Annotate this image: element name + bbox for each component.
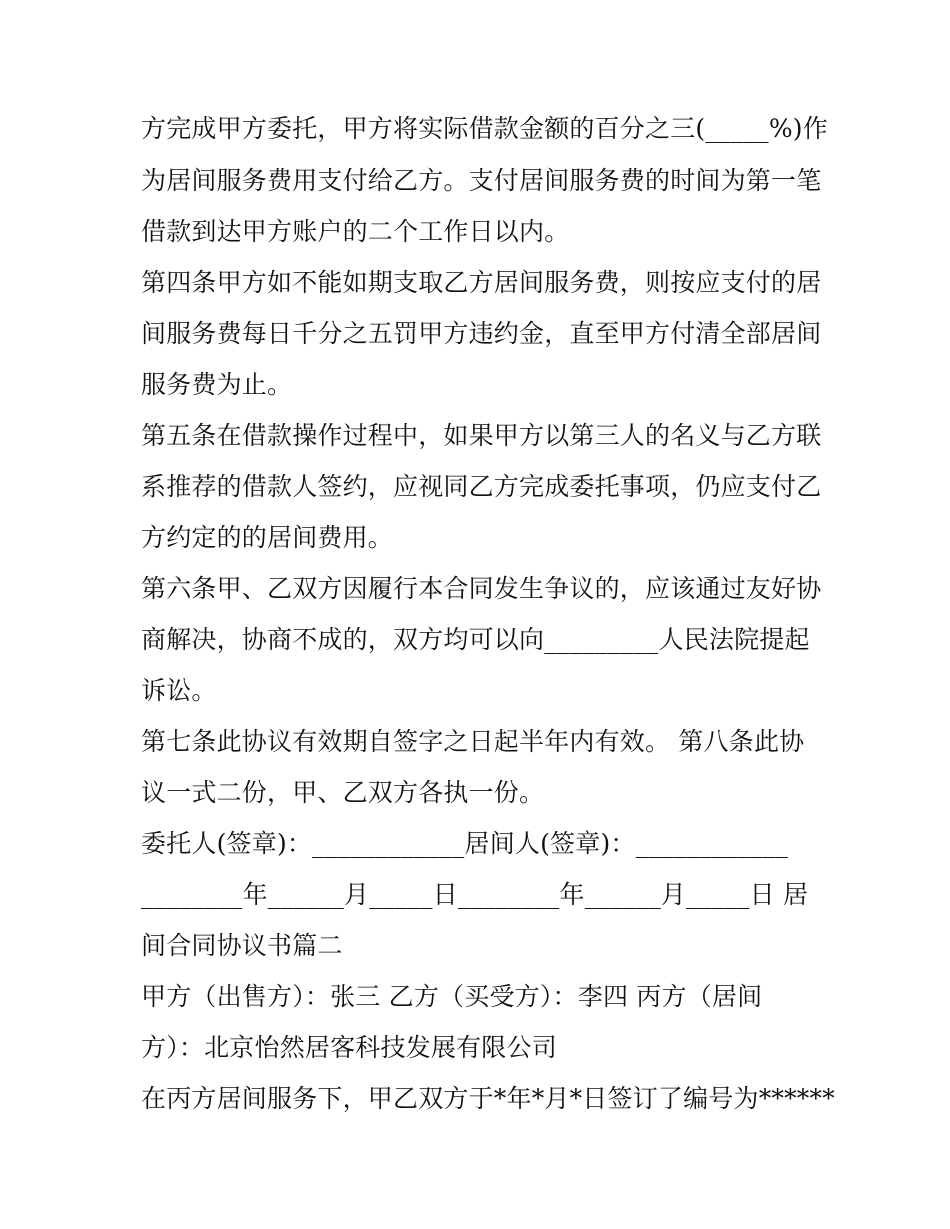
text-line: 诉讼。 bbox=[141, 676, 217, 705]
text-line: 第五条在借款操作过程中，如果甲方以第三人的名义与乙方联 bbox=[141, 421, 822, 450]
text-line: 为居间服务费用支付给乙方。支付居间服务费的时间为第一笔 bbox=[141, 166, 822, 195]
text-line: 在丙方居间服务下，甲乙双方于*年*月*日签订了编号为****** bbox=[141, 1084, 835, 1113]
date-line: ________年______月_____日________年______月_____日 居 bbox=[141, 880, 809, 909]
text-line: 服务费为止。 bbox=[141, 370, 293, 399]
text-line: 系推荐的借款人签约，应视同乙方完成委托事项，仍应支付乙 bbox=[141, 472, 822, 501]
text-line: 方约定的的居间费用。 bbox=[141, 523, 394, 552]
text-line: 议一式二份，甲、乙双方各执一份。 bbox=[141, 778, 545, 807]
text-line: 第六条甲、乙双方因履行本合同发生争议的，应该通过友好协 bbox=[141, 574, 822, 603]
text-line: 方完成甲方委托，甲方将实际借款金额的百分之三(_____%)作 bbox=[141, 114, 828, 143]
text-line: 方）：北京怡然居客科技发展有限公司 bbox=[141, 1033, 557, 1062]
text-line: 借款到达甲方账户的二个工作日以内。 bbox=[141, 217, 570, 246]
text-line: 商解决，协商不成的，双方均可以向_________人民法院提起 bbox=[141, 625, 810, 654]
text-line: 第四条甲方如不能如期支取乙方居间服务费，则按应支付的居 bbox=[141, 268, 822, 297]
signature-line: 委托人(签章)：____________居间人(签章)：____________ bbox=[141, 829, 789, 858]
text-line: 第七条此协议有效期自签字之日起半年内有效。 第八条此协 bbox=[141, 727, 805, 756]
text-line: 间合同协议书篇二 bbox=[141, 931, 343, 960]
text-line: 甲方（出售方）：张三 乙方（买受方）：李四 丙方（居间 bbox=[141, 982, 763, 1011]
text-line: 间服务费每日千分之五罚甲方违约金，直至甲方付清全部居间 bbox=[141, 319, 822, 348]
